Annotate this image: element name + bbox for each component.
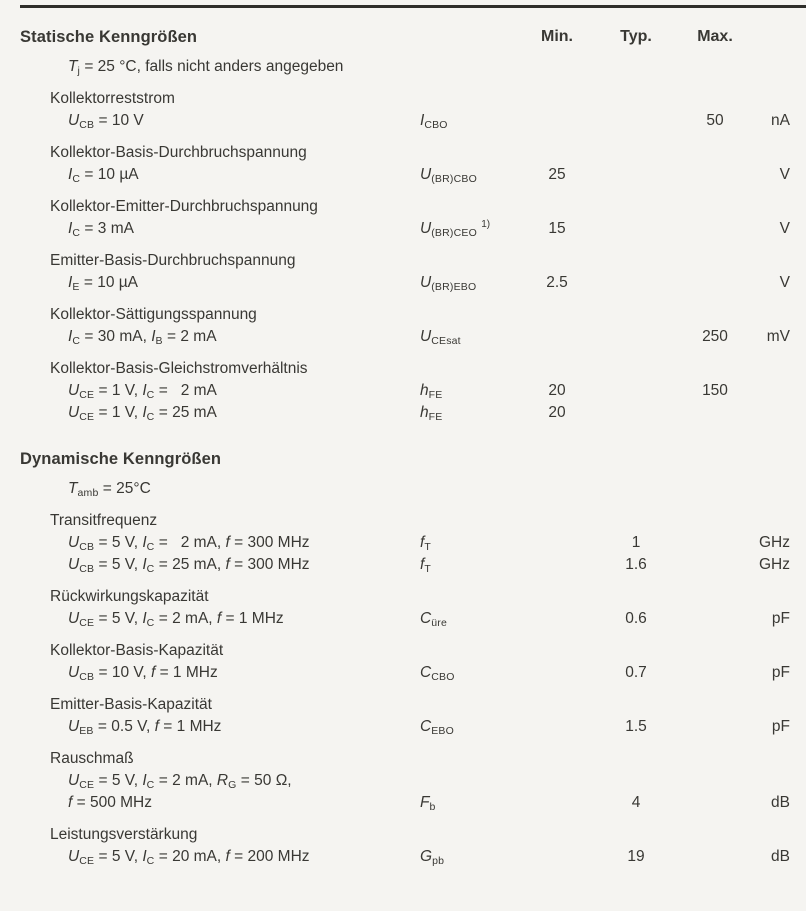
- parameter-group: [0, 142, 806, 186]
- test-conditions: [0, 272, 420, 294]
- parameter-row: [0, 608, 806, 630]
- parameter-group: [0, 694, 806, 738]
- typ-value: 1.6: [625, 556, 647, 573]
- parameter-symbol: $h_{FE}$: [420, 404, 443, 423]
- parameter-row: [0, 272, 806, 294]
- min-value: 2.5: [546, 274, 568, 291]
- parameter-row: [0, 770, 806, 814]
- parameter-rows: [0, 164, 806, 186]
- section-header-row: [0, 448, 806, 470]
- unit: V: [779, 166, 790, 183]
- parameter-row: [0, 662, 806, 684]
- condition-line: $U_{CE} = 5$ V, $I_C = 2$ mA, $R_G = 50$ Ω,: [68, 772, 292, 791]
- max-value: 250: [702, 328, 728, 345]
- parameter-symbol: $h_{FE}$: [420, 382, 443, 401]
- condition-line: $U_{CE} = 5$ V, $I_C = 20$ mA, f = 200 MHz: [68, 848, 310, 867]
- parameter-row: [0, 846, 806, 868]
- characteristics-table: [0, 26, 806, 868]
- unit: dB: [771, 794, 790, 811]
- column-header-typ: Typ.: [620, 28, 652, 45]
- typ-value: 0.7: [625, 664, 647, 681]
- parameter-symbol: $f_T$: [420, 534, 431, 553]
- section: [0, 26, 806, 424]
- test-conditions: [0, 164, 420, 186]
- parameter-symbol: $I_{CBO}$: [420, 112, 448, 131]
- parameter-group: [0, 358, 806, 424]
- parameter-row: [0, 402, 806, 424]
- parameter-rows: [0, 218, 806, 240]
- parameter-groups: [0, 510, 806, 868]
- top-rule: [20, 5, 806, 8]
- parameter-symbol: $F_b$: [420, 794, 436, 813]
- unit: pF: [771, 610, 790, 627]
- parameter-rows: [0, 532, 806, 576]
- condition-line: $U_{EB} = 0.5$ V, f = 1 MHz: [68, 718, 222, 737]
- parameter-group: [0, 88, 806, 132]
- parameter-name: Emitter-Basis-Durchbruchspannung: [50, 252, 296, 269]
- parameter-group: [0, 250, 806, 294]
- typ-value: 4: [631, 794, 641, 811]
- parameter-row: [0, 110, 806, 132]
- test-conditions: [0, 846, 420, 868]
- test-conditions: [0, 608, 420, 630]
- test-conditions: [0, 326, 420, 348]
- parameter-rows: [0, 608, 806, 630]
- parameter-name: Emitter-Basis-Kapazität: [50, 696, 212, 713]
- condition-line: $I_C = 30$ mA, $I_B = 2$ mA: [68, 328, 217, 347]
- parameter-name: Kollektor-Emitter-Durchbruchspannung: [50, 198, 318, 215]
- parameter-name: Kollektor-Sättigungsspannung: [50, 306, 257, 323]
- condition-line: f = 500 MHz: [68, 794, 152, 811]
- unit: mV: [766, 328, 790, 345]
- parameter-name: Leistungsverstärkung: [50, 826, 198, 843]
- section-title: Dynamische Kenngrößen: [20, 450, 222, 468]
- condition-line: $U_{CE} = 5$ V, $I_C = 2$ mA, f = 1 MHz: [68, 610, 284, 629]
- parameter-symbol: $U_{(BR)CBO}$: [420, 166, 477, 185]
- max-value: 150: [702, 382, 728, 399]
- unit: V: [779, 274, 790, 291]
- parameter-group: [0, 304, 806, 348]
- condition-line: $U_{CE} = 1$ V, $I_C$ = 2 mA: [68, 382, 217, 401]
- parameter-rows: [0, 380, 806, 424]
- test-conditions: [0, 554, 420, 576]
- section-title: Statische Kenngrößen: [20, 28, 198, 46]
- min-value: 20: [548, 382, 566, 399]
- column-header-min: Min.: [541, 28, 573, 45]
- test-conditions: [0, 532, 420, 554]
- unit: V: [779, 220, 790, 237]
- parameter-row: [0, 554, 806, 576]
- section-note: $T_{amb} = 25^\circ C$: [68, 480, 151, 499]
- max-value: 50: [706, 112, 724, 129]
- parameter-group: [0, 586, 806, 630]
- typ-value: 0.6: [625, 610, 647, 627]
- unit: nA: [771, 112, 790, 129]
- parameter-name: Kollektor-Basis-Durchbruchspannung: [50, 144, 307, 161]
- parameter-symbol: $C_{üre}$: [420, 610, 447, 629]
- parameter-group: [0, 824, 806, 868]
- parameter-rows: [0, 272, 806, 294]
- section-note: $T_j = 25$ °C, falls nicht anders angegeben: [68, 58, 344, 77]
- condition-line: $U_{CB} = 5$ V, $I_C = 25$ mA, f = 300 MHz: [68, 556, 310, 575]
- unit: GHz: [759, 534, 790, 551]
- parameter-row: [0, 716, 806, 738]
- condition-line: $U_{CB} = 10$ V: [68, 112, 144, 131]
- parameter-symbol: $U_{(BR)EBO}$: [420, 274, 477, 293]
- typ-value: 19: [627, 848, 645, 865]
- parameter-group: [0, 196, 806, 240]
- parameter-symbol: $G_{pb}$: [420, 848, 445, 867]
- parameter-rows: [0, 326, 806, 348]
- typ-value: 1.5: [625, 718, 647, 735]
- parameter-rows: [0, 110, 806, 132]
- parameter-name: Transitfrequenz: [50, 512, 158, 529]
- parameter-symbol: $f_T$: [420, 556, 431, 575]
- parameter-group: [0, 748, 806, 814]
- condition-line: $U_{CB} = 5$ V, $I_C$ = 2 mA, f = 300 MHz: [68, 534, 310, 553]
- parameter-symbol: $U_{CEsat}$: [420, 328, 461, 347]
- column-header-max: Max.: [697, 28, 733, 45]
- parameter-row: [0, 532, 806, 554]
- parameter-rows: [0, 846, 806, 868]
- test-conditions: [0, 110, 420, 132]
- parameter-rows: [0, 716, 806, 738]
- condition-line: $U_{CB} = 10$ V, f = 1 MHz: [68, 664, 218, 683]
- parameter-row: [0, 326, 806, 348]
- parameter-row: [0, 164, 806, 186]
- parameter-name: Rauschmaß: [50, 750, 134, 767]
- parameter-name: Kollektorreststrom: [50, 90, 175, 107]
- unit: dB: [771, 848, 790, 865]
- section-header-row: [0, 26, 806, 48]
- parameter-row: [0, 380, 806, 402]
- test-conditions: [0, 218, 420, 240]
- parameter-group: [0, 510, 806, 576]
- parameter-symbol: $U_{(BR)CEO}$ $^{1)}$: [420, 219, 491, 239]
- unit: pF: [771, 718, 790, 735]
- parameter-name: Rückwirkungskapazität: [50, 588, 209, 605]
- condition-line: $U_{CE} = 1$ V, $I_C = 25$ mA: [68, 404, 217, 423]
- unit: pF: [771, 664, 790, 681]
- min-value: 25: [548, 166, 566, 183]
- min-value: 20: [548, 404, 566, 421]
- condition-line: $I_C = 3$ mA: [68, 220, 134, 239]
- typ-value: 1: [631, 534, 641, 551]
- condition-line: $I_E = 10$ µA: [68, 274, 139, 293]
- parameter-symbol: $C_{EBO}$: [420, 718, 454, 737]
- parameter-name: Kollektor-Basis-Gleichstromverhältnis: [50, 360, 308, 377]
- parameter-row: [0, 218, 806, 240]
- test-conditions: [0, 770, 420, 814]
- section: [0, 448, 806, 868]
- unit: GHz: [759, 556, 790, 573]
- parameter-group: [0, 640, 806, 684]
- parameter-rows: [0, 662, 806, 684]
- condition-line: $I_C = 10$ µA: [68, 166, 139, 185]
- min-value: 15: [548, 220, 566, 237]
- test-conditions: [0, 380, 420, 402]
- test-conditions: [0, 402, 420, 424]
- parameter-symbol: $C_{CBO}$: [420, 664, 455, 683]
- test-conditions: [0, 716, 420, 738]
- parameter-name: Kollektor-Basis-Kapazität: [50, 642, 224, 659]
- parameter-groups: [0, 88, 806, 424]
- test-conditions: [0, 662, 420, 684]
- parameter-rows: [0, 770, 806, 814]
